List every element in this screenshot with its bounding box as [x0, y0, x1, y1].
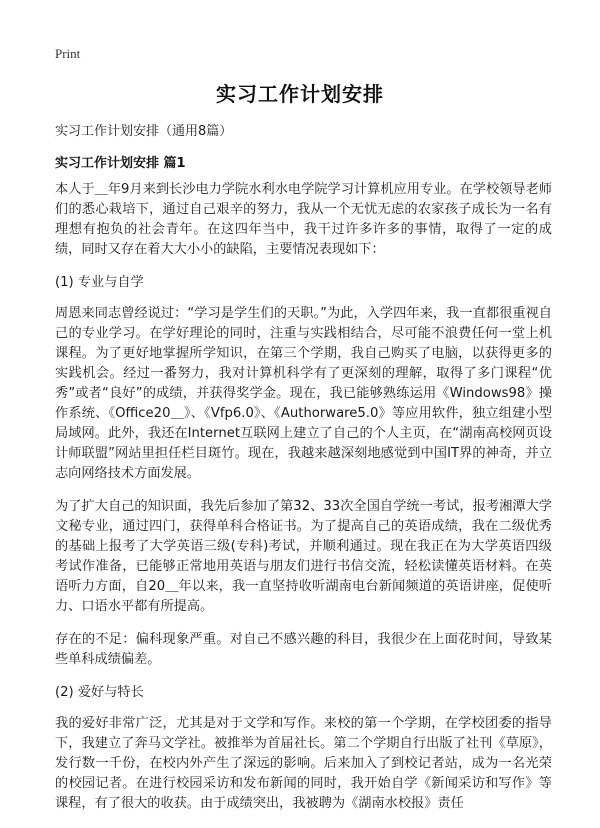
paragraph-shortcomings: 存在的不足：偏科现象严重。对自己不感兴趣的科目，我很少在上面花时间，导致某些单科成绩偏差。 [55, 632, 552, 667]
document-title: 实习工作计划安排 [216, 82, 384, 106]
document-body [55, 180, 552, 827]
paragraph-study: 周恩来同志曾经说过：“学习是学生们的天职。”为此，入学四年来，我一直都很重视自己的专业学习。在学好理论的同时，注重与实践相结合，尽可能不浪费任何一堂上机课程。为了更好地掌握所学知识，在第三个学期，我自己购买了电脑，以获得更多的实践机会。经过一番努力，我对计算机科学有了更深刻的理解，取得了多门课程“优秀”或者“良好”的成绩，并获得奖学金。现在，我已能够熟练运用《Windows98》操作系统、《Office20＿》、《Vfp6.0》、《Authorware5.0》等应用软件，独立组建小型局域网。此外，我还在Internet互联网上建立了自己的个人主页，在“湖南高校网页设计师联盟”网站里担任栏目斑竹。现在，我越来越深刻地感觉到中国IT界的神奇，并立志向网络技术方面发展。 [55, 306, 552, 481]
paragraph-self-study: 为了扩大自己的知识面，我先后参加了第32、33次全国自学统一考试，报考湘潭大学文秘专业，通过四门，获得单科合格证书。为了提高自己的英语成绩，我在二级优秀的基础上报考了大学英语三级(专科)考试，并顺利通过。现在我正在为大学英语四级考试作准备，已能够正常地用英语与朋友们进行书信交流，轻松读懂英语材料。在英语听力方面，自20＿年以来，我一直坚持收听湖南电台新闻频道的英语讲座，促使听力、口语水平都有所提高。 [55, 499, 552, 614]
paragraph-hobbies: 我的爱好非常广泛，尤其是对于文学和写作。来校的第一个学期，在学校团委的指导下，我建立了奔马文学社。被推举为首届社长。第二个学期自行出版了社刊《草原》，发行数一千份，在校内外产生了深远的影响。后来加入了到校记者站，成为一名光荣的校园记者。在进行校园采访和发布新闻的同时，我开始自学《新闻采访和写作》等课程，有了很大的收获。由于成绩突出，我被聘为《湖南水校报》责任 [55, 716, 552, 811]
paragraph-intro: 本人于＿年9月来到长沙电力学院水利水电学院学习计算机应用专业。在学校领导老师们的悉心栽培下，通过自己艰辛的努力，我从一个无忧无虑的农家孩子成长为一名有理想有抱负的社会青年。在这四年当中，我干过许多许多的事情，取得了一定的成绩，同时又存在着大大小小的缺陷，主要情况表现如下： [55, 182, 552, 257]
section-heading: 实习工作计划安排 篇1 [55, 156, 186, 171]
print-link[interactable]: Print [55, 46, 81, 61]
item-heading-study: (1) 专业与自学 [55, 275, 144, 290]
document-subtitle: 实习工作计划安排（通用8篇） [55, 124, 233, 139]
item-heading-hobbies: (2) 爱好与特长 [55, 685, 144, 700]
